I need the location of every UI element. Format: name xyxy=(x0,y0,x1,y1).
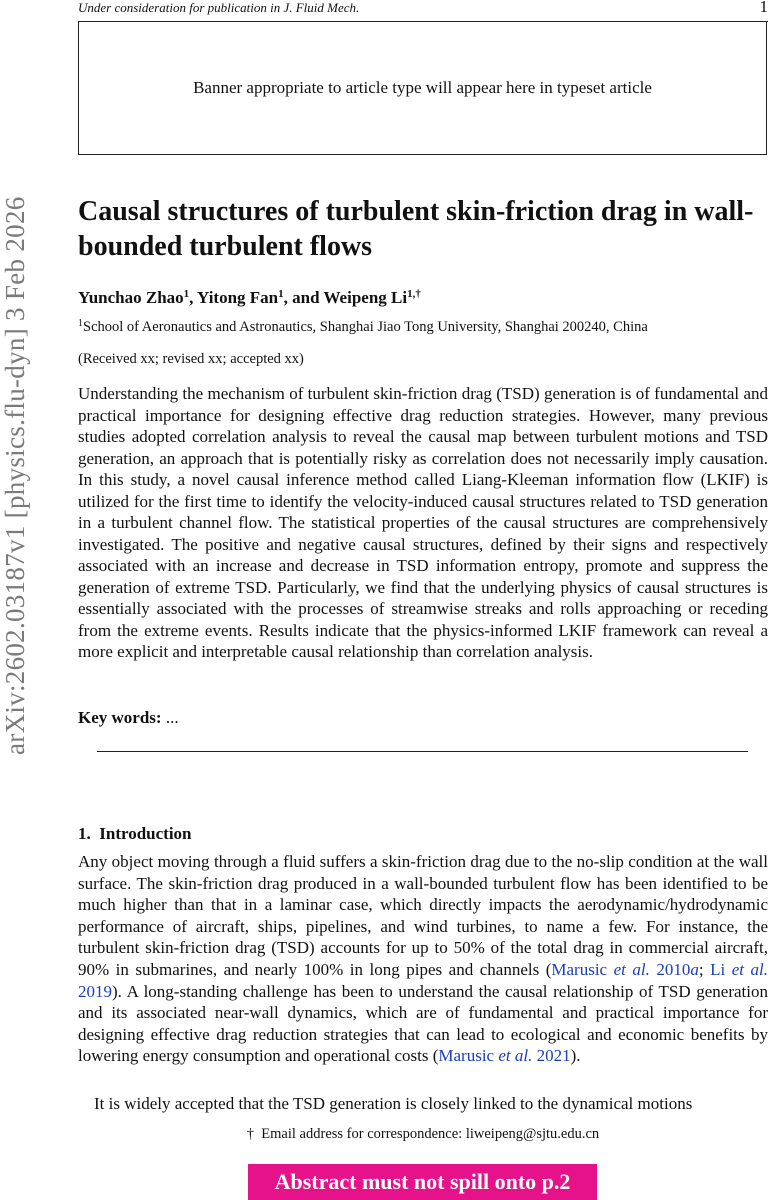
citation-year: 2019 xyxy=(78,981,112,1001)
author-name: Weipeng Li xyxy=(323,288,408,307)
citation-etal: et al. xyxy=(498,1046,533,1066)
citation-etal: et al. xyxy=(613,959,650,979)
running-header xyxy=(78,0,768,22)
arxiv-stamp: arXiv:2602.03187v1 [physics.flu-dyn] 3 Feb 2026 xyxy=(0,196,30,755)
author-name: Yitong Fan xyxy=(197,288,279,307)
footnote-text: Email address for correspondence: liweipeng@sjtu.edu.cn xyxy=(261,1126,600,1142)
keywords-value: ... xyxy=(165,708,179,727)
intro-text: ). xyxy=(570,1046,581,1066)
citation-link[interactable] xyxy=(438,1046,570,1065)
intro-paragraph-2: It is widely accepted that the TSD generation is closely linked to the dynamical motions xyxy=(94,1094,693,1113)
abstract: Understanding the mechanism of turbulent skin-friction drag (TSD) generation is of fundamental and practical importance for designing effective drag reduction strategies. However, many previous studies adopted correlation analysis to reveal the causal map between turbulent motions and TSD generation, an approach that is potentially risky as correlation does not necessarily imply causation. In this study, a novel causal inference method called Liang-Kleeman information flow (LKIF) is utilized for the first time to identify the velocity-induced causal structures related to TSD generation in a turbulent channel flow. The statistical properties of the causal structures are comprehensively investigated. The positive and negative causal structures, defined by their signs and respectively associated with an increase and decrease in TSD information entropy, promote and suppress the generation of extreme TSD. Particularly, we find that the underlying physics of causal structures is essentially associated with the processes of streamwise streaks and rolls approaching or receding from the extreme events. Results indicate that the physics-informed LKIF framework can reveal a more explicit and interpretable causal relationship than correlation analysis. xyxy=(78,384,768,661)
footnote-symbol: † xyxy=(246,1126,255,1142)
article-type-banner xyxy=(78,22,767,155)
author-affil-mark: 1,† xyxy=(407,288,421,300)
citation-link[interactable] xyxy=(551,960,699,979)
affiliation xyxy=(78,318,768,336)
received-dates: (Received xx; revised xx; accepted xx) xyxy=(78,351,304,367)
citation-author: Marusic xyxy=(551,959,614,979)
author-affil-mark: 1 xyxy=(183,288,190,300)
citation-year: 2010 xyxy=(649,959,691,979)
author-separator: , and xyxy=(283,288,324,307)
intro-paragraph xyxy=(78,851,768,1067)
citation-author: Li xyxy=(710,959,732,979)
intro-text: ). A long-standing challenge has been to understand the causal relationship of TSD generation and its associated near-wall dynamics, which are of fundamental and practical importance for designing effective drag reduction strategies that can lead to ecological and economic benefits by lowering energy consumption and operational costs ( xyxy=(78,981,768,1066)
section-heading xyxy=(78,824,192,844)
author-name: Yunchao Zhao xyxy=(78,288,184,307)
paper-title: Causal structures of turbulent skin-friction drag in wall-bounded turbulent flows xyxy=(78,196,754,262)
citation-year: 2021 xyxy=(532,1046,571,1066)
author-affil-mark: 1 xyxy=(278,288,284,300)
page-number: 1 xyxy=(759,0,768,16)
author-list xyxy=(78,288,421,308)
citation-author: Marusic xyxy=(438,1046,499,1066)
abstract-separator xyxy=(97,751,748,752)
citation-etal: et al. xyxy=(731,959,768,979)
citation-suffix: a xyxy=(690,959,699,979)
journal-name: Under consideration for publication in J. Fluid Mech. xyxy=(78,0,360,15)
footnote xyxy=(78,1126,768,1143)
keywords xyxy=(78,708,179,728)
citation-separator: ; xyxy=(698,959,711,979)
banner-text: Banner appropriate to article type will appear here in typeset article xyxy=(193,78,652,97)
section-title: Introduction xyxy=(99,824,192,843)
abstract-overflow-warning: Abstract must not spill onto p.2 xyxy=(248,1164,597,1200)
affiliation-text: School of Aeronautics and Astronautics, Shanghai Jiao Tong University, Shanghai 200240, China xyxy=(83,319,648,335)
author-separator: , xyxy=(189,288,198,307)
keywords-label: Key words: xyxy=(78,708,162,727)
section-number: 1. xyxy=(78,824,91,843)
affiliation-mark: 1 xyxy=(78,318,83,329)
intro-text: Any object moving through a fluid suffers a skin-friction drag due to the no-slip condition at the wall surface. The skin-friction drag produced in a wall-bounded turbulent flow has been identified to be much higher than that in a laminar case, which directly impacts the aerodynamic/hydrodynamic performance of aircraft, ships, pipelines, and wind turbines, to name a few. For instance, the turbulent skin-friction drag (TSD) accounts for up to 50% of the total drag in commercial aircraft, 90% in submarines, and nearly 100% in long pipes and channels ( xyxy=(78,852,768,979)
